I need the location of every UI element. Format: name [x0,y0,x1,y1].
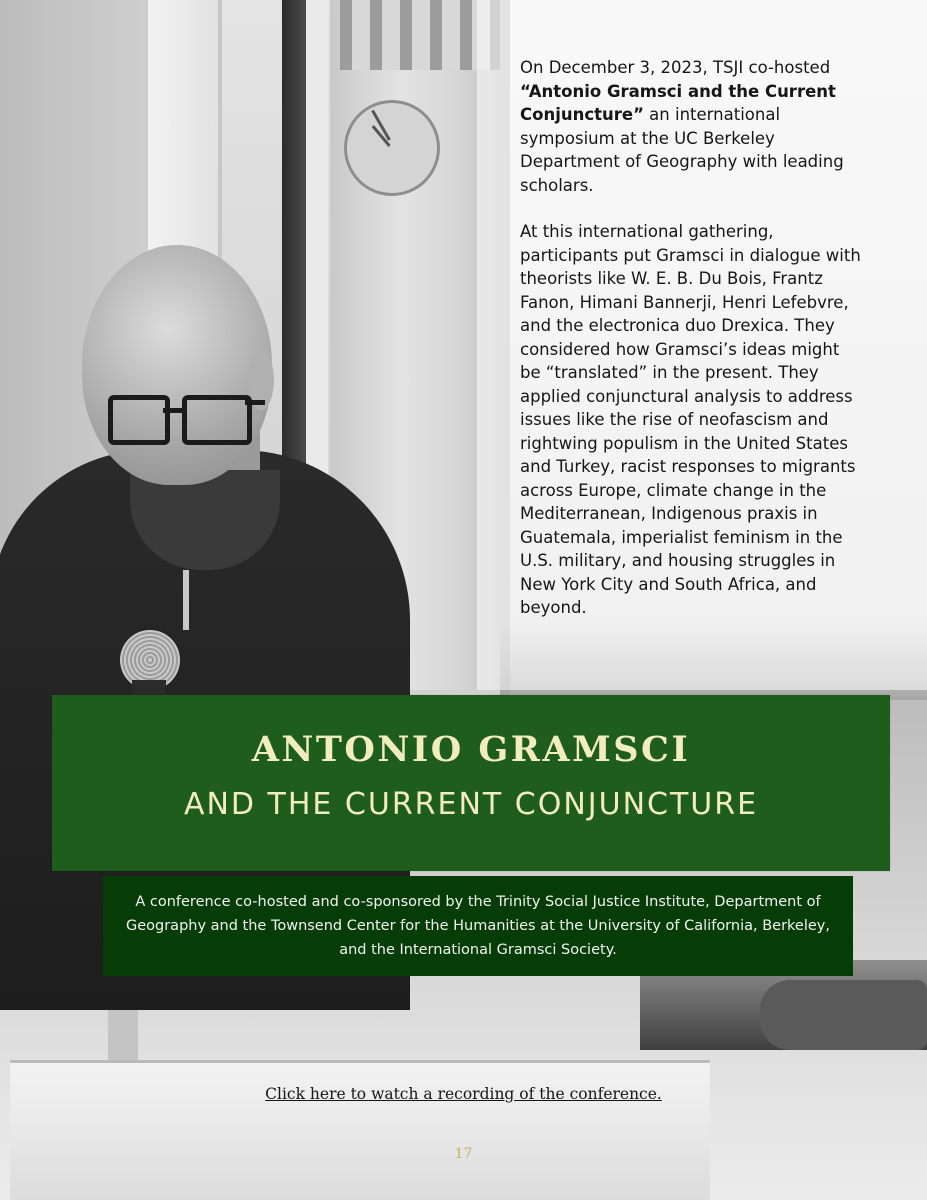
photo-person-head [82,245,272,485]
photo-glasses [182,395,252,445]
description-panel [103,876,853,976]
photo-zipper [183,570,189,630]
intro-p1-prefix: On December 3, 2023, TSJI co-hosted [520,58,831,77]
intro-paragraph-2: At this international gathering, participants put Gramsci in dialogue with theorists like W. E. B. Du Bois, Frantz Fanon, Himani Bannerji, Henri Lefebvre, and the electronica duo Drexica. They considered how Gramsci’s ideas might be “translated” in the present. They applied conjunctural analysis to address issues like the rise of neofascism and rightwing populism in the United States and Turkey, racist responses to migrants across Europe, climate change in the Mediterranean, Indigenous praxis in Guatemala, imperialist feminism in the U.S. military, and housing struggles in New York City and South Africa, and beyond. [520,222,861,617]
photo-glasses [108,395,170,445]
intro-paragraph-1 [520,56,865,197]
description-text: A conference co-hosted and co-sponsored by the Trinity Social Justice Institute, Department of Geography and the Townsend Center for the Humanities at the University of California, Berkeley, and the International Gramsci Society. [125,894,830,958]
intro-p1-suffix: an international symposium at the UC Berkeley Department of Geography with leading scholars. [520,105,844,195]
photo-glasses-bridge [163,408,185,413]
banner-title: ANTONIO GRAMSCI [251,729,691,770]
page-number: 17 [454,1146,473,1162]
banner-subtitle: AND THE CURRENT CONJUNCTURE [183,787,759,822]
photo-tower-top [340,0,500,70]
photo-clock-face [344,100,440,196]
intro-text [520,56,865,643]
photo-podium [10,1060,710,1200]
photo-glasses-arm [245,400,265,405]
title-banner [52,695,890,871]
photo-bag [760,980,927,1050]
recording-link[interactable]: Click here to watch a recording of the conference. [265,1085,662,1103]
event-title-bold: “Antonio Gramsci and the Current Conjuncture” [520,81,836,124]
